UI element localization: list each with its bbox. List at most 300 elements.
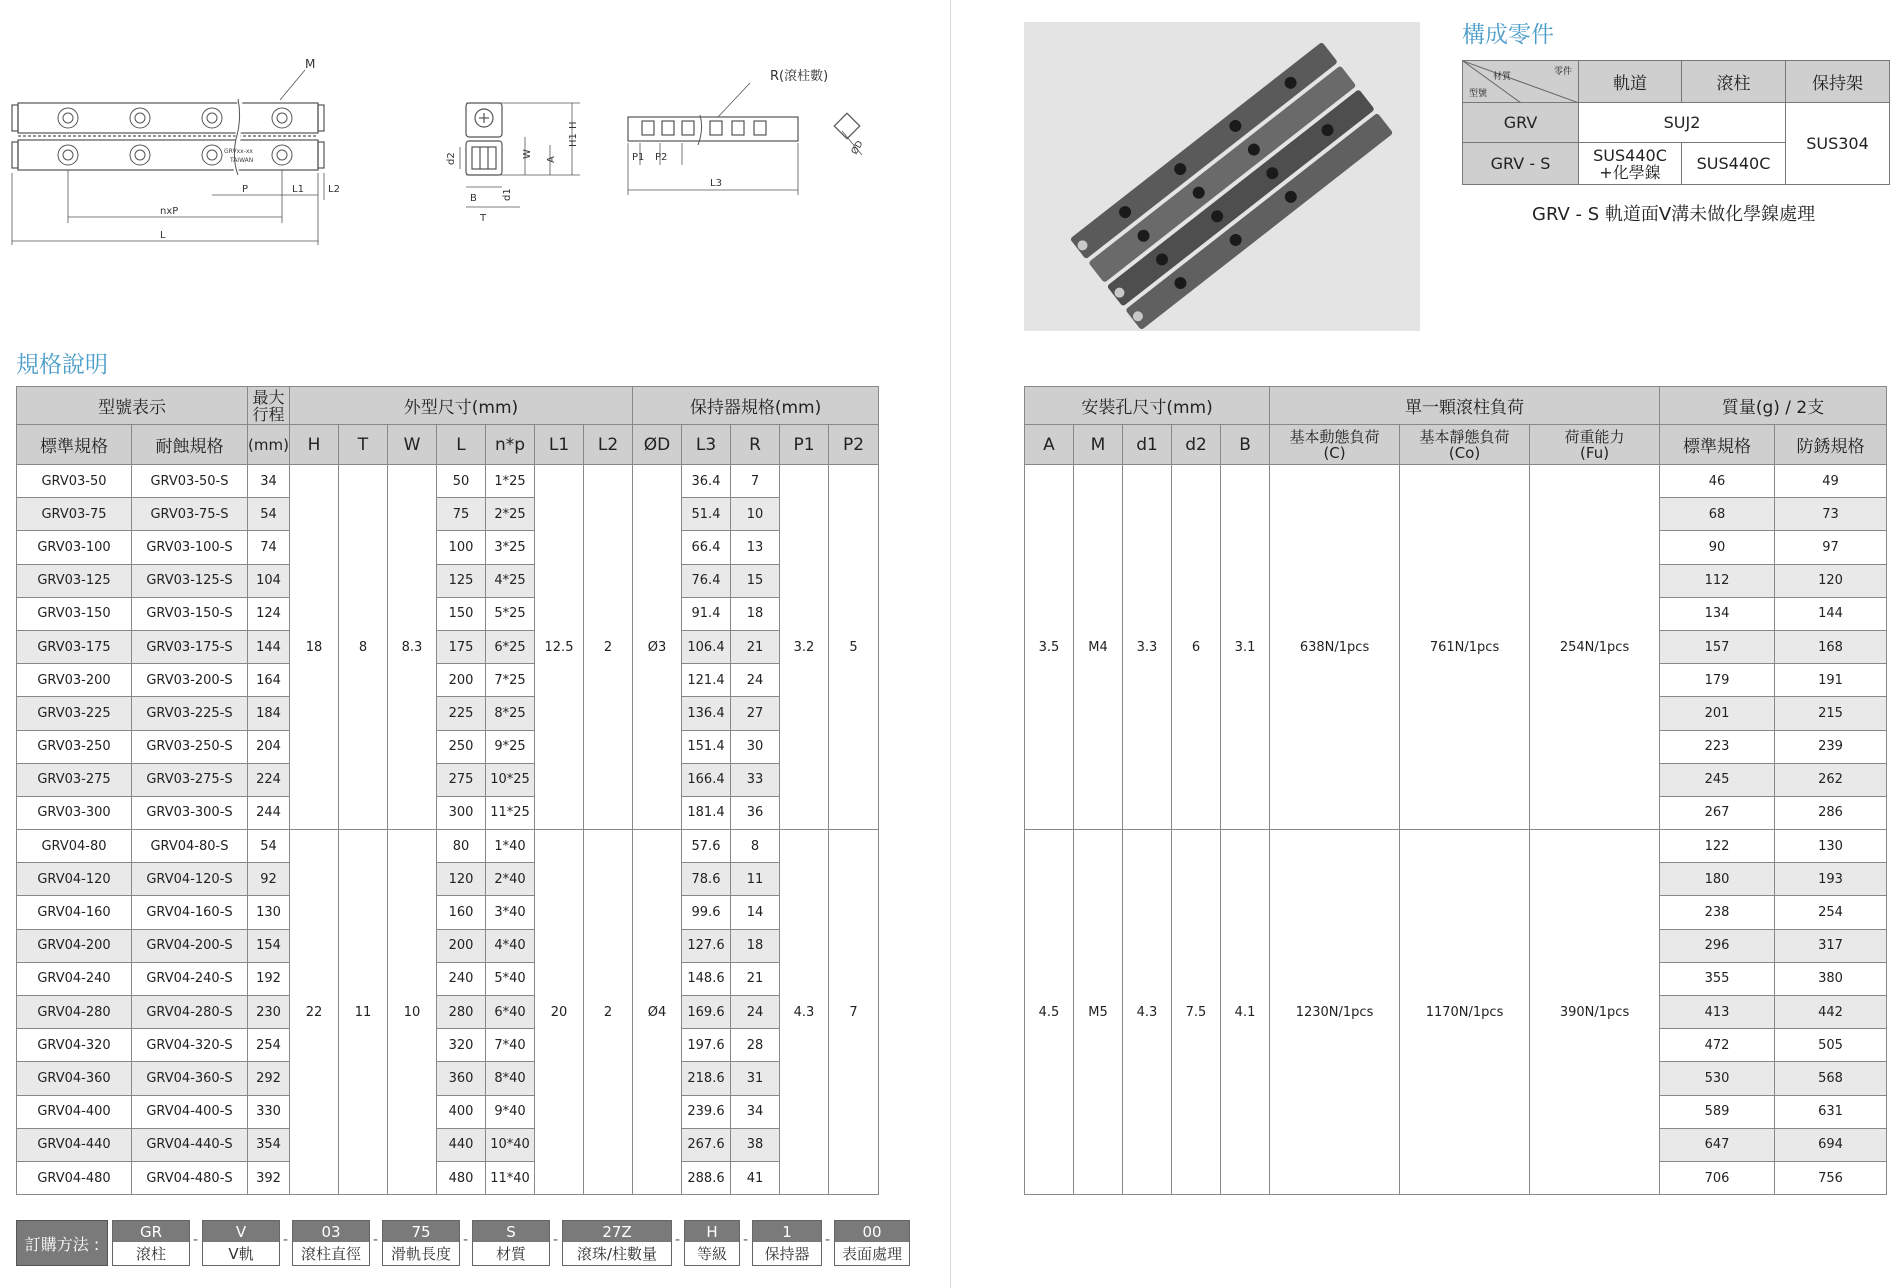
cell-mass-rust: 193 [1775, 863, 1887, 896]
cell-stroke: 34 [248, 465, 290, 498]
cell-np: 11*40 [486, 1161, 535, 1194]
cell-l: 150 [437, 597, 486, 630]
cell-r: 21 [731, 962, 780, 995]
cell-std-model: GRV03-150 [17, 597, 132, 630]
cell-l3: 57.6 [682, 830, 731, 863]
cell-d: Ø3 [633, 465, 682, 830]
cell-l3: 99.6 [682, 896, 731, 929]
cell-np: 5*25 [486, 597, 535, 630]
cell-r: 30 [731, 730, 780, 763]
cell-l3: 166.4 [682, 763, 731, 796]
cell-d2: 7.5 [1172, 830, 1221, 1195]
cell-t: 8 [339, 465, 388, 830]
cell-stroke: 224 [248, 763, 290, 796]
cell-l1: 12.5 [535, 465, 584, 830]
cell-r: 15 [731, 564, 780, 597]
cell-l3: 148.6 [682, 962, 731, 995]
cell-d1: 3.3 [1123, 465, 1172, 830]
table-row [17, 896, 879, 929]
cell-mass-rust: 756 [1775, 1161, 1887, 1194]
cell-l3: 91.4 [682, 597, 731, 630]
parts-header-roller: 滾柱 [1682, 61, 1786, 103]
cell-corr-model: GRV04-160-S [132, 896, 248, 929]
cell-np: 5*40 [486, 962, 535, 995]
order-code: 03 [293, 1221, 369, 1242]
order-code-box [382, 1220, 460, 1266]
cell-stroke: 230 [248, 996, 290, 1029]
cell-l: 400 [437, 1095, 486, 1128]
cell-std-model: GRV04-120 [17, 863, 132, 896]
cell-l3: 288.6 [682, 1161, 731, 1194]
cell-corr-model: GRV03-250-S [132, 730, 248, 763]
cell-stroke: 244 [248, 796, 290, 829]
page-divider [950, 0, 951, 1288]
order-code-box [202, 1220, 280, 1266]
cell-std-model: GRV04-320 [17, 1029, 132, 1062]
cell-l: 320 [437, 1029, 486, 1062]
table-row [17, 763, 879, 796]
cell-mass-std: 122 [1660, 830, 1775, 863]
order-code: V [203, 1221, 279, 1242]
cell-l: 225 [437, 697, 486, 730]
table-row [17, 863, 879, 896]
cell-mass-std: 706 [1660, 1161, 1775, 1194]
parts-note: GRV - S 軌道面V溝未做化學鎳處理 [1532, 204, 1816, 225]
parts-header-rail: 軌道 [1579, 61, 1682, 103]
cell-r: 41 [731, 1161, 780, 1194]
cell-p1: 4.3 [780, 830, 829, 1195]
cell-mass-rust: 97 [1775, 531, 1887, 564]
table-row [17, 962, 879, 995]
cell-l: 240 [437, 962, 486, 995]
order-code: GR [113, 1221, 189, 1242]
order-separator: - [463, 1232, 469, 1248]
cell-stroke: 292 [248, 1062, 290, 1095]
cell-corr-model: GRV03-300-S [132, 796, 248, 829]
cell-stroke: 192 [248, 962, 290, 995]
cell-stroke: 104 [248, 564, 290, 597]
parts-rail-suj2: SUJ2 [1579, 103, 1786, 143]
cell-r: 34 [731, 1095, 780, 1128]
cell-l3: 121.4 [682, 664, 731, 697]
cell-b: 4.1 [1221, 830, 1270, 1195]
cell-corr-model: GRV03-125-S [132, 564, 248, 597]
order-code-box [752, 1220, 822, 1266]
order-code-desc: 保持器 [753, 1242, 821, 1265]
cell-mass-rust: 73 [1775, 498, 1887, 531]
order-code-desc: 滾珠/柱數量 [563, 1242, 671, 1265]
order-code-desc: 滾柱 [113, 1242, 189, 1265]
cell-np: 10*25 [486, 763, 535, 796]
cell-np: 2*40 [486, 863, 535, 896]
cell-t: 11 [339, 830, 388, 1195]
left-spec-body [17, 465, 879, 1195]
cell-fu: 390N/1pcs [1530, 830, 1660, 1195]
cell-np: 9*25 [486, 730, 535, 763]
order-separator: - [675, 1232, 681, 1248]
cell-mass-rust: 442 [1775, 996, 1887, 1029]
label-p1: P1 [632, 152, 645, 163]
cell-stroke: 124 [248, 597, 290, 630]
cell-corr-model: GRV04-200-S [132, 929, 248, 962]
order-code-box [834, 1220, 910, 1266]
cell-np: 3*40 [486, 896, 535, 929]
label-m: M [305, 57, 316, 71]
table-row [17, 531, 879, 564]
cell-mass-std: 223 [1660, 730, 1775, 763]
cell-corr-model: GRV04-360-S [132, 1062, 248, 1095]
label-origin: TAIWAN [230, 157, 254, 164]
cell-stroke: 254 [248, 1029, 290, 1062]
cell-d: Ø4 [633, 830, 682, 1195]
order-code: 75 [383, 1221, 459, 1242]
left-spec-table [16, 386, 879, 1195]
cell-std-model: GRV03-125 [17, 564, 132, 597]
cell-l3: 151.4 [682, 730, 731, 763]
cell-corr-model: GRV04-120-S [132, 863, 248, 896]
cell-l3: 197.6 [682, 1029, 731, 1062]
label-l: L [160, 230, 166, 241]
cell-corr-model: GRV04-320-S [132, 1029, 248, 1062]
cell-mass-rust: 262 [1775, 763, 1887, 796]
cell-l: 125 [437, 564, 486, 597]
cell-r: 8 [731, 830, 780, 863]
cell-stroke: 144 [248, 630, 290, 663]
cell-np: 9*40 [486, 1095, 535, 1128]
label-h1: H1 [568, 133, 579, 147]
cell-corr-model: GRV03-150-S [132, 597, 248, 630]
header-mass-rust: 防銹規格 [1775, 425, 1887, 465]
cell-np: 3*25 [486, 531, 535, 564]
cell-l3: 51.4 [682, 498, 731, 531]
cell-p2: 5 [829, 465, 879, 830]
cell-l: 300 [437, 796, 486, 829]
cell-std-model: GRV03-275 [17, 763, 132, 796]
parts-table [1462, 60, 1890, 185]
table-row [17, 597, 879, 630]
cell-l3: 76.4 [682, 564, 731, 597]
cell-l: 275 [437, 763, 486, 796]
header-p2: P2 [829, 425, 879, 465]
cell-mass-rust: 380 [1775, 962, 1887, 995]
cell-mass-rust: 168 [1775, 630, 1887, 663]
cell-h: 22 [290, 830, 339, 1195]
header-d: ØD [633, 425, 682, 465]
cell-mass-rust: 130 [1775, 830, 1887, 863]
cell-r: 10 [731, 498, 780, 531]
order-code-desc: 滾柱直徑 [293, 1242, 369, 1265]
cell-std-model: GRV04-440 [17, 1128, 132, 1161]
cell-mass-rust: 568 [1775, 1062, 1887, 1095]
cell-stroke: 130 [248, 896, 290, 929]
cell-mass-rust: 286 [1775, 796, 1887, 829]
order-code: H [685, 1221, 739, 1242]
cell-co: 761N/1pcs [1400, 465, 1530, 830]
cell-mass-std: 134 [1660, 597, 1775, 630]
label-d1: d1 [502, 188, 513, 201]
order-separator: - [193, 1232, 199, 1248]
header-mm: (mm) [248, 425, 290, 465]
header-mass: 質量(g) / 2支 [1660, 387, 1887, 425]
cell-corr-model: GRV04-400-S [132, 1095, 248, 1128]
cell-r: 24 [731, 996, 780, 1029]
cell-mass-std: 201 [1660, 697, 1775, 730]
cell-mass-rust: 317 [1775, 929, 1887, 962]
cell-mass-std: 296 [1660, 929, 1775, 962]
product-photo [1024, 22, 1420, 331]
cell-l: 250 [437, 730, 486, 763]
header-h: H [290, 425, 339, 465]
cell-c: 1230N/1pcs [1270, 830, 1400, 1195]
cage-view [628, 83, 862, 195]
cell-l3: 239.6 [682, 1095, 731, 1128]
table-row [17, 1128, 879, 1161]
label-l2: L2 [328, 184, 340, 195]
cell-np: 7*40 [486, 1029, 535, 1062]
rail-side-view [12, 70, 324, 245]
cell-l: 200 [437, 929, 486, 962]
cell-np: 8*40 [486, 1062, 535, 1095]
cell-l3: 218.6 [682, 1062, 731, 1095]
parts-cage-sus304: SUS304 [1786, 103, 1890, 185]
cell-mass-std: 355 [1660, 962, 1775, 995]
cell-std-model: GRV03-250 [17, 730, 132, 763]
cell-l: 50 [437, 465, 486, 498]
order-code: 1 [753, 1221, 821, 1242]
cell-stroke: 92 [248, 863, 290, 896]
label-h: H [568, 121, 579, 129]
cell-l: 280 [437, 996, 486, 1029]
order-code-desc: 表面處理 [835, 1242, 909, 1265]
cell-np: 6*25 [486, 630, 535, 663]
cell-corr-model: GRV03-200-S [132, 664, 248, 697]
cell-mass-rust: 505 [1775, 1029, 1887, 1062]
cell-np: 2*25 [486, 498, 535, 531]
cell-mass-std: 530 [1660, 1062, 1775, 1095]
cell-std-model: GRV04-240 [17, 962, 132, 995]
cell-corr-model: GRV04-280-S [132, 996, 248, 1029]
right-spec-body [1025, 465, 1887, 1195]
cell-l: 120 [437, 863, 486, 896]
cell-mass-rust: 191 [1775, 664, 1887, 697]
cell-std-model: GRV03-175 [17, 630, 132, 663]
cell-mass-rust: 694 [1775, 1128, 1887, 1161]
cell-m: M4 [1074, 465, 1123, 830]
table-row [17, 664, 879, 697]
cell-mass-rust: 239 [1775, 730, 1887, 763]
cell-c: 638N/1pcs [1270, 465, 1400, 830]
header-corr: 耐蝕規格 [132, 425, 248, 465]
cell-stroke: 184 [248, 697, 290, 730]
corner-material: 材質 [1493, 72, 1512, 82]
cell-l1: 20 [535, 830, 584, 1195]
cell-mass-std: 267 [1660, 796, 1775, 829]
cell-l3: 136.4 [682, 697, 731, 730]
cell-r: 13 [731, 531, 780, 564]
cell-corr-model: GRV03-275-S [132, 763, 248, 796]
header-r: R [731, 425, 780, 465]
cell-a: 3.5 [1025, 465, 1074, 830]
header-stroke [248, 387, 290, 425]
header-mass-std: 標準規格 [1660, 425, 1775, 465]
order-code-box [472, 1220, 550, 1266]
cell-r: 36 [731, 796, 780, 829]
cell-h: 18 [290, 465, 339, 830]
table-row [17, 1029, 879, 1062]
label-l1: L1 [292, 184, 304, 195]
cell-std-model: GRV04-160 [17, 896, 132, 929]
cell-r: 28 [731, 1029, 780, 1062]
cell-r: 33 [731, 763, 780, 796]
cell-l: 175 [437, 630, 486, 663]
cell-r: 18 [731, 597, 780, 630]
cell-l: 440 [437, 1128, 486, 1161]
cell-mass-std: 180 [1660, 863, 1775, 896]
cell-r: 27 [731, 697, 780, 730]
header-l2: L2 [584, 425, 633, 465]
cell-stroke: 54 [248, 830, 290, 863]
table-row [17, 498, 879, 531]
header-std: 標準規格 [17, 425, 132, 465]
cell-corr-model: GRV03-50-S [132, 465, 248, 498]
parts-roller-sus440c: SUS440C [1682, 143, 1786, 185]
parts-corner-cell [1463, 61, 1579, 103]
cell-corr-model: GRV03-225-S [132, 697, 248, 730]
cell-w: 10 [388, 830, 437, 1195]
header-d1: d1 [1123, 425, 1172, 465]
spec-title: 規格說明 [16, 352, 108, 378]
cell-mass-rust: 120 [1775, 564, 1887, 597]
header-d2: d2 [1172, 425, 1221, 465]
order-separator: - [373, 1232, 379, 1248]
cell-mass-rust: 49 [1775, 465, 1887, 498]
parts-model-grv: GRV [1463, 103, 1579, 143]
table-row [17, 564, 879, 597]
table-row [17, 730, 879, 763]
cell-mass-std: 238 [1660, 896, 1775, 929]
cell-std-model: GRV04-360 [17, 1062, 132, 1095]
cell-r: 24 [731, 664, 780, 697]
order-code-desc: 滑軌長度 [383, 1242, 459, 1265]
table-row [1025, 465, 1887, 498]
cell-corr-model: GRV03-75-S [132, 498, 248, 531]
cell-mass-rust: 254 [1775, 896, 1887, 929]
cell-l2: 2 [584, 830, 633, 1195]
cell-mass-std: 68 [1660, 498, 1775, 531]
cell-std-model: GRV04-80 [17, 830, 132, 863]
table-row [17, 1095, 879, 1128]
cell-d2: 6 [1172, 465, 1221, 830]
order-code: 00 [835, 1221, 909, 1242]
cell-stroke: 330 [248, 1095, 290, 1128]
cell-mass-std: 90 [1660, 531, 1775, 564]
cell-l3: 267.6 [682, 1128, 731, 1161]
cell-np: 10*40 [486, 1128, 535, 1161]
order-code: 27Z [563, 1221, 671, 1242]
cell-fu: 254N/1pcs [1530, 465, 1660, 830]
cell-r: 18 [731, 929, 780, 962]
cell-std-model: GRV04-200 [17, 929, 132, 962]
cell-r: 31 [731, 1062, 780, 1095]
header-static-load [1400, 425, 1530, 465]
cell-l: 75 [437, 498, 486, 531]
cell-a: 4.5 [1025, 830, 1074, 1195]
cell-np: 4*40 [486, 929, 535, 962]
cell-stroke: 392 [248, 1161, 290, 1194]
order-code-desc: 等級 [685, 1242, 739, 1265]
cell-l3: 36.4 [682, 465, 731, 498]
header-l1: L1 [535, 425, 584, 465]
technical-drawings [10, 55, 910, 255]
table-row [17, 996, 879, 1029]
header-p1: P1 [780, 425, 829, 465]
label-l3: L3 [710, 178, 722, 189]
parts-model-grv-s: GRV - S [1463, 143, 1579, 185]
header-outer-dims: 外型尺寸(mm) [290, 387, 633, 425]
cell-l: 200 [437, 664, 486, 697]
table-row [17, 830, 879, 863]
cell-mass-std: 245 [1660, 763, 1775, 796]
cell-std-model: GRV03-200 [17, 664, 132, 697]
cell-mass-std: 46 [1660, 465, 1775, 498]
cell-std-model: GRV03-100 [17, 531, 132, 564]
order-code-box [112, 1220, 190, 1266]
header-t: T [339, 425, 388, 465]
cell-l3: 169.6 [682, 996, 731, 1029]
label-b: B [470, 193, 477, 204]
label-od: ØD [849, 139, 866, 157]
corner-model: 型號 [1469, 89, 1488, 99]
label-p: P [242, 184, 249, 195]
label-r: R(滾柱數) [770, 69, 829, 84]
cell-co: 1170N/1pcs [1400, 830, 1530, 1195]
order-code: S [473, 1221, 549, 1242]
cell-std-model: GRV03-75 [17, 498, 132, 531]
cell-mass-std: 179 [1660, 664, 1775, 697]
cell-l: 480 [437, 1161, 486, 1194]
cell-d1: 4.3 [1123, 830, 1172, 1195]
cell-r: 7 [731, 465, 780, 498]
order-code-box [292, 1220, 370, 1266]
cell-std-model: GRV04-400 [17, 1095, 132, 1128]
cell-stroke: 204 [248, 730, 290, 763]
order-code-box [684, 1220, 740, 1266]
cell-corr-model: GRV04-80-S [132, 830, 248, 863]
cell-p2: 7 [829, 830, 879, 1195]
header-model: 型號表示 [17, 387, 248, 425]
order-separator: - [283, 1232, 289, 1248]
order-method-label: 訂購方法 : [16, 1220, 108, 1266]
parts-rail-sus440c-text: SUS440C +化學鎳 [1593, 145, 1667, 182]
order-code-box [562, 1220, 672, 1266]
label-brand: GRVxx-xx [224, 148, 253, 155]
header-static-load-text: 基本靜態負荷 (Co) [1419, 427, 1510, 462]
label-w: W [522, 149, 533, 159]
cell-std-model: GRV04-480 [17, 1161, 132, 1194]
table-row [17, 697, 879, 730]
header-cage-spec: 保持器規格(mm) [633, 387, 879, 425]
cell-stroke: 54 [248, 498, 290, 531]
label-p2: P2 [655, 152, 668, 163]
table-row [17, 1161, 879, 1194]
cell-corr-model: GRV04-240-S [132, 962, 248, 995]
table-row [17, 796, 879, 829]
cell-mass-std: 472 [1660, 1029, 1775, 1062]
header-mount: 安裝孔尺寸(mm) [1025, 387, 1270, 425]
cell-stroke: 154 [248, 929, 290, 962]
cell-mass-std: 157 [1660, 630, 1775, 663]
cell-stroke: 164 [248, 664, 290, 697]
